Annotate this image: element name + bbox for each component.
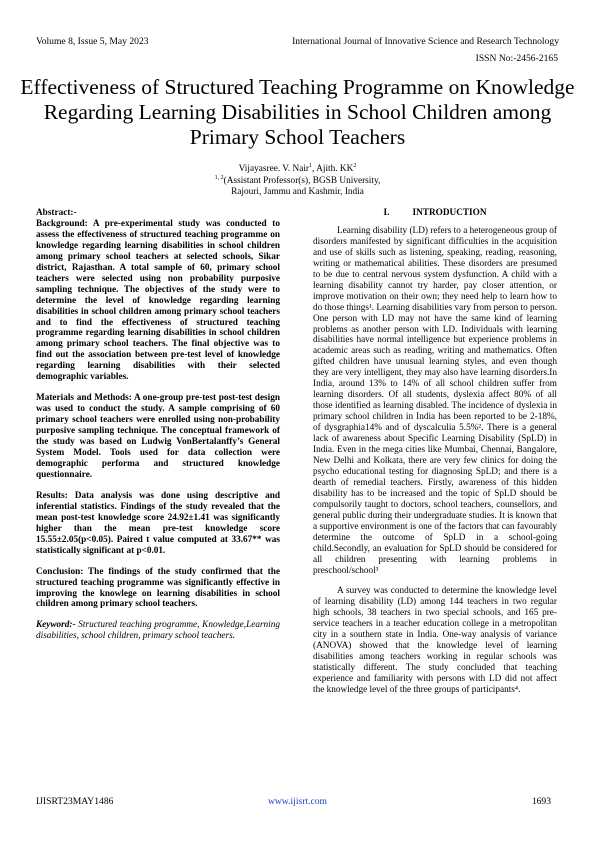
intro-paragraph-2: A survey was conducted to determine the knowledge level of learning disability (LD) among 144 teachers in two regular high schools, 38 teachers in two special schools, and 165 pre-service teachers in a teacher education college in a metropolitan city in a southern state in India. One-way analysis of variance (ANOVA) showed that the knowledge level of learning disabilities among teachers working in regular schools was statistically different. The study concluded that teaching experience and familiarity with persons with LD did not affect the knowledge level of the three groups of participants⁴. xyxy=(313,586,557,696)
affiliation-text: (Assistant Professor(s), BGSB University, xyxy=(223,175,381,186)
author-1: Vijayasree. V. Nair xyxy=(238,164,309,174)
author-separator: , xyxy=(312,164,317,174)
paper-title: Effectiveness of Structured Teaching Programme on Knowledge Regarding Learning Disabilities in School Children among Primary School Teachers xyxy=(20,75,575,149)
header-journal: International Journal of Innovative Science and Research Technology xyxy=(292,36,559,47)
affiliation-line-2: Rajouri, Jammu and Kashmir, India xyxy=(231,187,364,198)
footer-page-number: 1693 xyxy=(531,796,551,807)
keywords-text: Structured teaching programme, Knowledge,Learning disabilities, school children, primary school teachers. xyxy=(36,620,280,642)
author-2-marker: 2 xyxy=(353,162,357,169)
abstract-methods: Materials and Methods: A one-group pre-test post-test design was used to conduct the study. A sample comprising of 60 primary school teachers were enrolled using non-probability purposive sampling technique. The conceptual framework of the study was based on Ludwig VonBertalanffy’s General System Model. Tools used for data collection were demographic performa and structured knowledge questionnaire. xyxy=(36,393,280,480)
affiliation-line-1 xyxy=(0,176,595,188)
footer-article-id: IJISRT23MAY1486 xyxy=(36,796,114,807)
introduction-column xyxy=(313,208,557,706)
abstract-conclusion: Conclusion: The findings of the study confirmed that the structured teaching programme was significantly effective in improving the knowlege on learning disabilities in school children among primary school teachers. xyxy=(36,566,280,610)
abstract-heading: Abstract:- xyxy=(36,208,77,218)
author-1-marker: 1 xyxy=(309,162,312,169)
keywords xyxy=(36,620,280,642)
author-names xyxy=(0,164,595,176)
intro-paragraph-1: Learning disability (LD) refers to a heterogeneous group of disorders manifested by significant difficulties in the acquisition and use of skills such as listening, speaking, reading, reasoning, writing or mathematical abilities. These disorders are presumed to be due to central nervous system dysfunction. A child with a learning disability cannot try harder, pay closer attention, or improve motivation on their own; they need help to learn how to do those things¹. Learning disabilities vary from person to person. One person with LD may not have the same kind of learning problems as another person with LD. Individuals with learning disabilities have normal intelligence but experience problems in academic areas such as reading, writing and mathematics. Often gifted children have unusual learning styles, and even though they are very intelligent, they may also have learning disorders.In India, around 13% to 14% of all school children suffer from learning disorders. Of all students, dyslexia affect 80% of all those identified as learning disabled. The incidence of dyslexia in primary school children in India has been reported to be 2-18%, of dysgraphia14% and of dyscalculia 5.5%². There is a general lack of awareness about Specific Learning Disability (SpLD) in India. Even in the mega cities like Mumbai, Chennai, Bangalore, New Delhi and Kolkata, there are very few clinics for doing the psycho educational testing for diagnosing SpLD; and there is a dearth of remedial teachers. Firstly, awareness of this hidden disability has to be increased and the topic of SpLD should be compulsorily taught to doctors, school teachers, counsellors, and general public during their undergraduate studies. It is known that a supportive environment is one of the factors that can favourably determine the outcome of SpLD in a school-going child.Secondly, an evaluation for SpLD should be considered for all children presenting with learning problems in preschool/school³ xyxy=(313,225,558,576)
author-block xyxy=(0,164,595,199)
section-heading-introduction: I. INTRODUCTION xyxy=(383,208,487,218)
abstract-results: Results: Data analysis was done using descriptive and inferential statistics. Findings of the study revealed that the mean post-test knowledge score 24.92±1.41 was significantly higher than the mean pre-test knowledge score 15.55±2.05(p<0.05). Paired t value computed at 33.67** was statistically significant at p<0.01. xyxy=(36,490,280,556)
keywords-label: Keyword:- xyxy=(36,620,76,631)
abstract-background: Background: A pre-experimental study was conducted to assess the effectiveness of structured teaching programme on knowledge regarding learning disabilities in school children among primary school teachers at selected schools, Sikar district, Rajasthan. A total sample of 60, primary school teachers were selected using non probability purposive sampling technique. The objectives of the study were to determine the level of knowledge regarding learning disabilities in school children among primary school teachers and to find the effectiveness of structured teaching programme regarding learning disabilities in school children among primary school teachers. The final objective was to find out the association between pre-test level of knowledge regarding learning disabilities with their selected demographic variables. xyxy=(36,218,280,383)
abstract-column xyxy=(36,208,280,652)
affiliation-marker: 1, 2 xyxy=(214,174,224,181)
footer-url-link[interactable]: www.ijisrt.com xyxy=(267,796,328,807)
header-volume: Volume 8, Issue 5, May 2023 xyxy=(36,36,149,47)
header-issn: ISSN No:-2456-2165 xyxy=(475,53,558,64)
author-2: Ajith. KK xyxy=(316,164,354,174)
